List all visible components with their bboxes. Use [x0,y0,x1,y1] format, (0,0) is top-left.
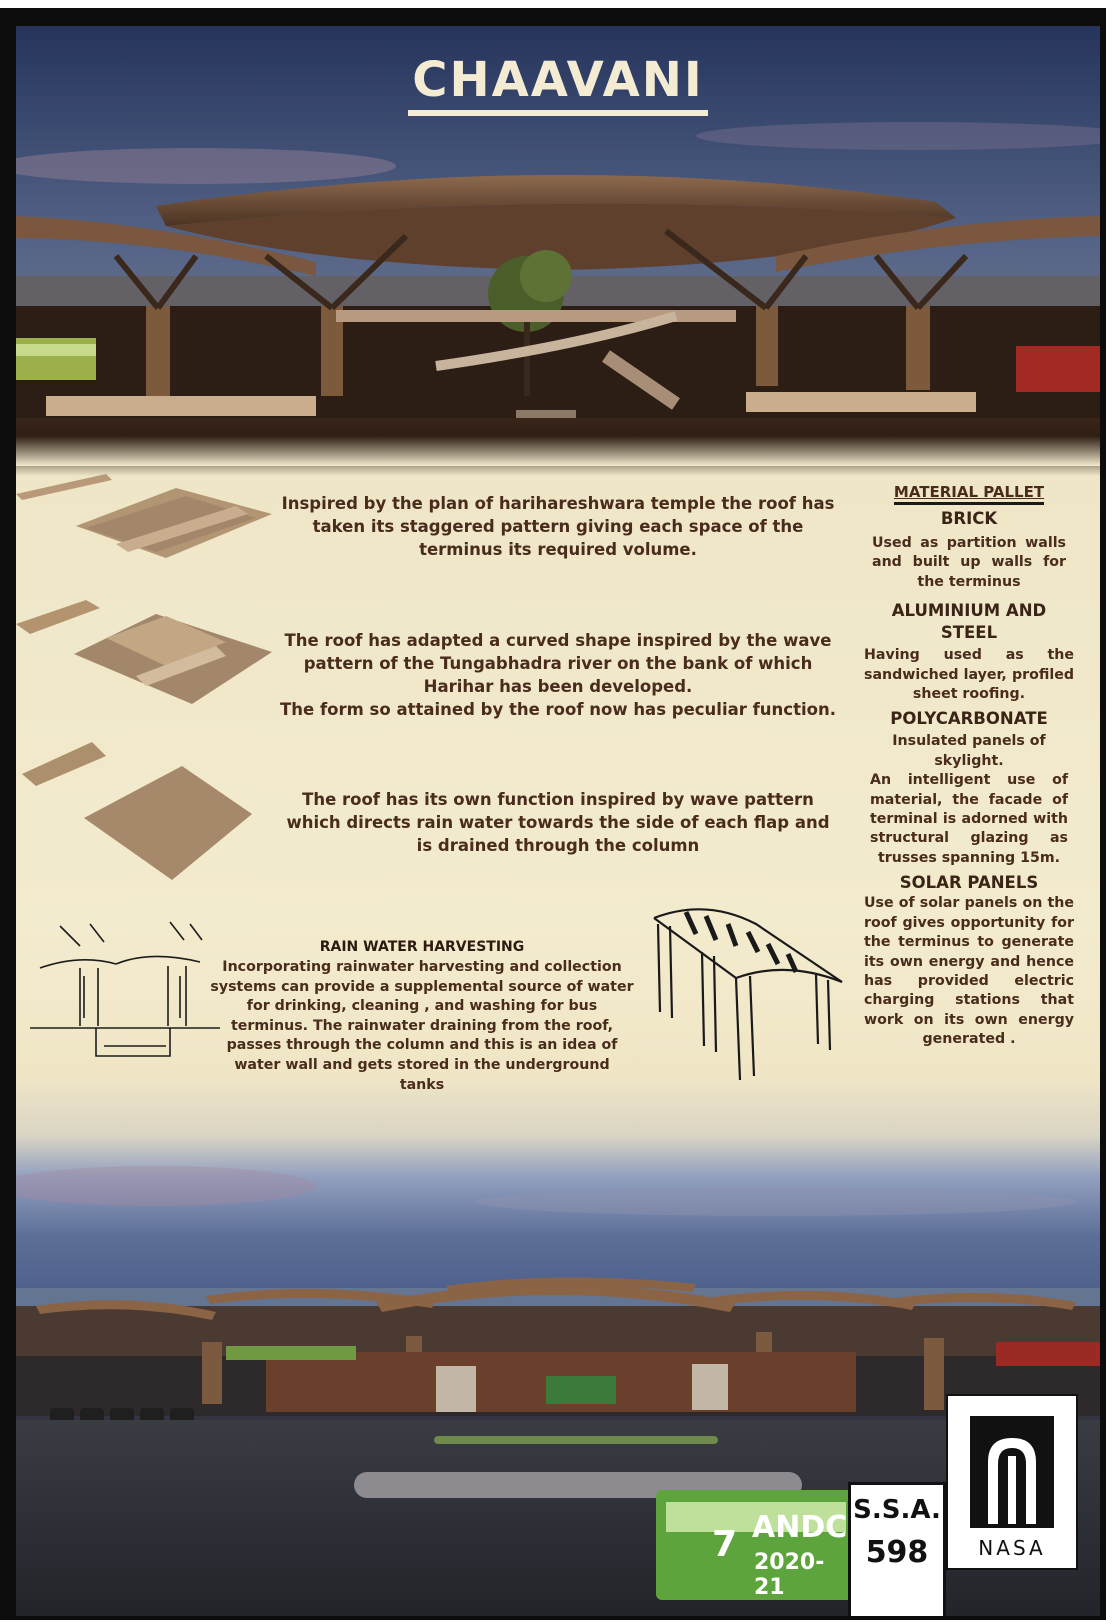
rainwater-body: Incorporating rainwater harvesting and collection systems can provide a supplemental source of water for drinking, cleaning , and washing for bus terminus. The rainwater draining from the roof, passes through the column and this is an idea of water wall and gets stored in the underground tanks [210,959,634,1093]
andc-label: ANDC [752,1510,848,1545]
andc-year: 2020-21 [754,1550,825,1600]
roof-plan-text: Inspired by the plan of harihareshwara temple the roof has taken its staggered pattern giving each space of the terminus its required volume. [281,494,835,559]
curved-roof-line-2: The form so attained by the roof now has peculiar function. [280,700,836,719]
andc-number: 7 [712,1524,738,1565]
curved-roof-line-1: The roof has adapted a curved shape inspired by the wave pattern of the Tungabhadra river on the bank of which Harihar has been developed. [284,631,832,696]
nasa-label: NASA [978,1536,1046,1560]
polycarbonate-text-1: Insulated panels of skylight. [892,733,1046,769]
rainwater-section-sketch [20,906,220,1076]
roof-function-text: The roof has its own function inspired by wave pattern which directs rain water towards the side of each flap and is drained through the column [286,790,830,855]
roof-diagram-flat [22,742,252,880]
nasa-arch-icon [970,1416,1054,1528]
ssa-number: 598 [865,1535,929,1570]
roof-diagram-curved [16,600,272,704]
brick-text: Used as partition walls and built up walls for the terminus [872,535,1066,590]
aluminium-steel-title: ALUMINIUM AND STEEL [891,601,1047,643]
roof-diagram-staggered [16,474,272,558]
ssa-badge [848,1482,946,1616]
solar-panels-text: Use of solar panels on the roof gives opportunity for the terminus to generate its own energy and hence has provided electric charging stations that work on its own energy generated . [864,895,1074,1048]
rainwater-title: RAIN WATER HARVESTING [319,939,525,955]
polycarbonate-text-2: An intelligent use of material, the facade of terminal is adorned with structural glazing as trusses spanning 15m. [870,772,1068,866]
material-pallet [864,482,1074,1050]
poster [16,26,1100,1616]
ssa-label: S.S.A. [853,1495,941,1525]
roof-truss-sketch [636,890,866,1086]
polycarbonate-title: POLYCARBONATE [890,709,1048,729]
andc-badge [656,1486,852,1616]
curved-roof-text [278,629,838,721]
aluminium-steel-text: Having used as the sandwiched layer, profiled sheet roofing. [864,647,1074,703]
poster-frame [0,8,1106,1620]
roof-diagrams [16,466,286,906]
material-pallet-heading: MATERIAL PALLET [894,483,1044,505]
nasa-logo [946,1394,1078,1570]
brick-title: BRICK [940,509,998,528]
poster-title: CHAAVANI [408,52,708,116]
solar-panels-title: SOLAR PANELS [899,873,1039,893]
